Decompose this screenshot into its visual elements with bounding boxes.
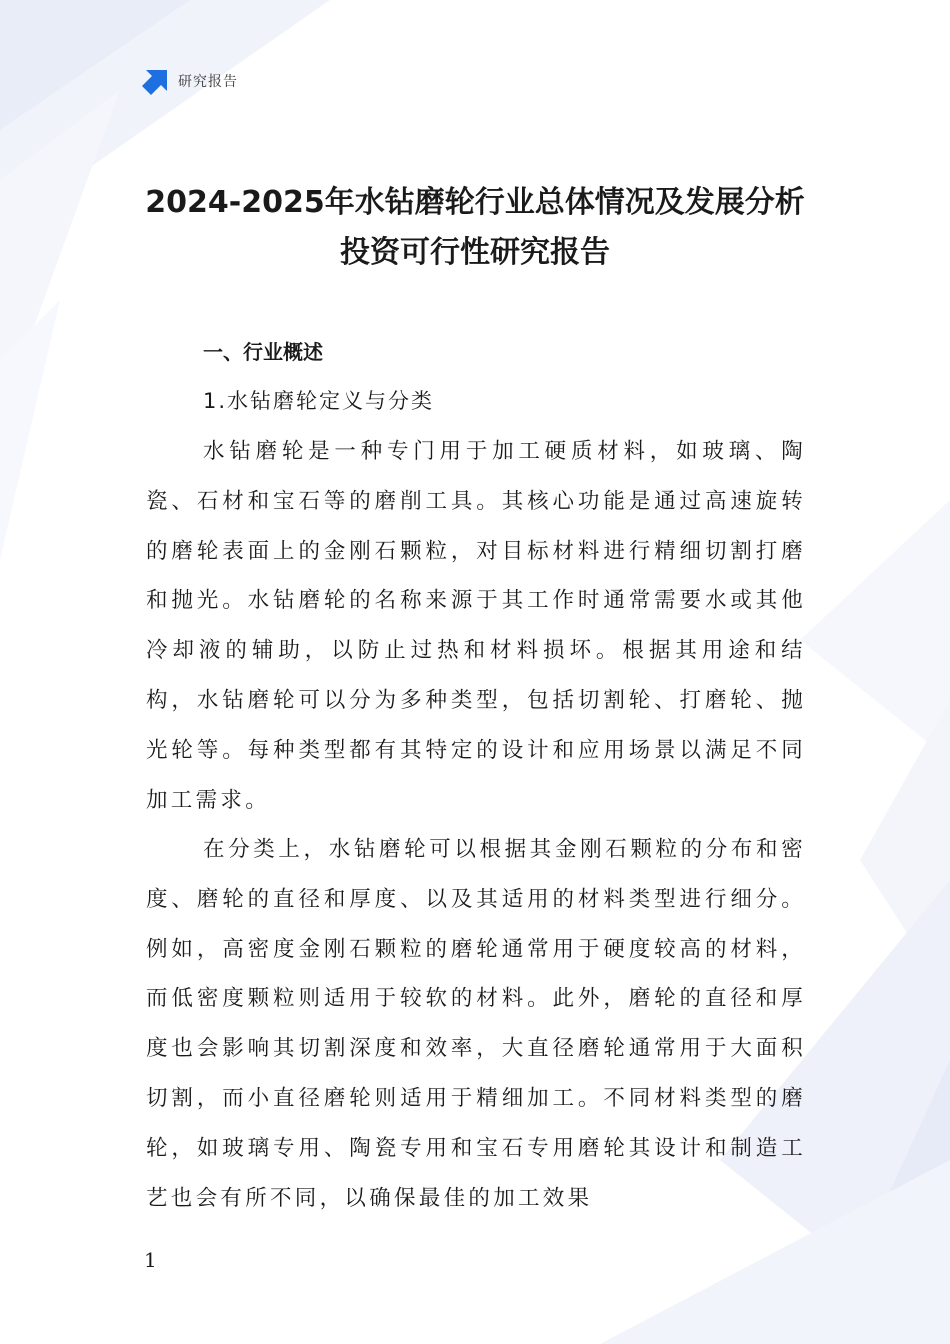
paragraph-definition: 水钻磨轮是一种专门用于加工硬质材料，如玻璃、陶瓷、石材和宝石等的磨削工具。其核心功能是通过高速旋转的磨轮表面上的金刚石颗粒，对目标材料进行精细切割打磨和抛光。水钻磨轮的名称来源于其工作时通常需要水或其他冷却液的辅助，以防止过热和材料损坏。根据其用途和结构，水钻磨轮可以分为多种类型，包括切割轮、打磨轮、抛光轮等。每种类型都有其特定的设计和应用场景以满足不同加工需求。	[146, 439, 806, 813]
section-heading: 一、行业概述	[203, 340, 323, 364]
paragraph-classification: 在分类上，水钻磨轮可以根据其金刚石颗粒的分布和密度、磨轮的直径和厚度、以及其适用的材料类型进行细分。例如，高密度金刚石颗粒的磨轮通常用于硬度较高的材料，而低密度颗粒则适用于较软的材料。此外，磨轮的直径和厚度也会影响其切割深度和效率，大直径磨轮通常用于大面积切割，而小直径磨轮则适用于精细加工。不同材料类型的磨轮，如玻璃专用、陶瓷专用和宝石专用磨轮其设计和制造工艺也会有所不同，以确保最佳的加工效果	[146, 837, 806, 1211]
sub-heading: 1.水钻磨轮定义与分类	[203, 389, 435, 413]
title-line-1: 2024-2025年水钻磨轮行业总体情况及发展分析	[145, 185, 805, 220]
document-title	[120, 178, 830, 278]
title-line-2: 投资可行性研究报告	[340, 235, 610, 270]
arrow-up-right-icon	[142, 67, 170, 95]
page-number: 1	[144, 1248, 157, 1272]
header-label: 研究报告	[178, 74, 238, 90]
page-header	[142, 66, 238, 96]
